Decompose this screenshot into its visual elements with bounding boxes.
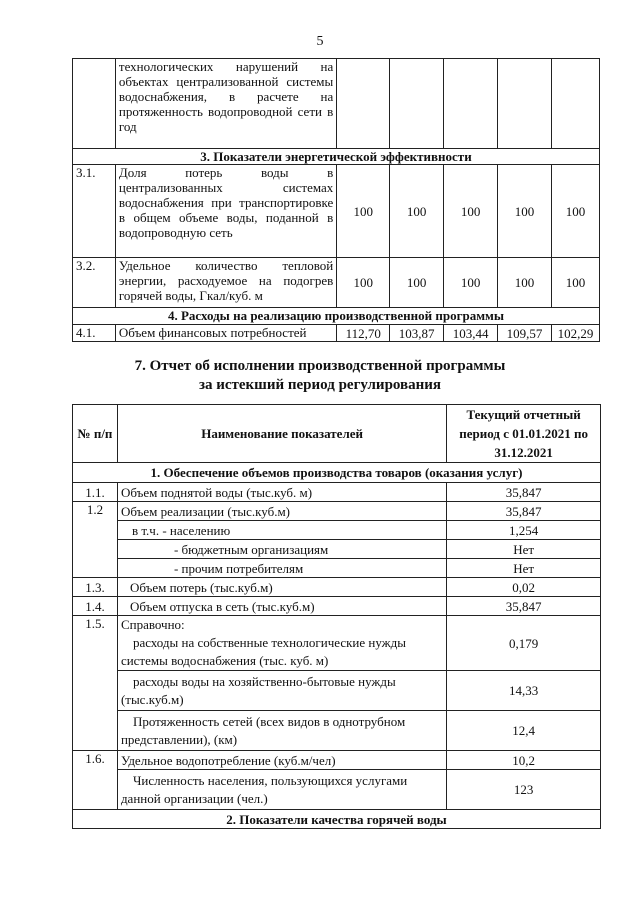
- indicator-name: расходы воды на хозяйственно-бытовые нужды (тыс.куб.м): [117, 671, 446, 711]
- section-2-title: 2. Показатели качества горячей воды: [73, 810, 601, 829]
- value-cell: 100: [337, 165, 390, 258]
- value-cell: 35,847: [447, 502, 601, 521]
- section-header-row: [73, 308, 600, 325]
- indicator-name: Объем реализации (тыс.куб.м): [117, 502, 446, 521]
- indicator-name: в т.ч. - населению: [117, 521, 446, 540]
- table-row: [73, 521, 601, 540]
- value-cell: 100: [498, 165, 552, 258]
- section-header-row: [73, 463, 601, 483]
- row-number: 1.5.: [73, 616, 118, 751]
- indicator-name: Объем поднятой воды (тыс.куб. м): [117, 483, 446, 502]
- header-number: № п/п: [73, 405, 118, 463]
- value-cell: 35,847: [447, 483, 601, 502]
- table-row: [73, 502, 601, 521]
- value-cell: 14,33: [447, 671, 601, 711]
- table-row: [73, 258, 600, 308]
- row-number: 3.2.: [73, 258, 116, 308]
- continued-indicator-name: технологических нарушений на объектах централизованной системы водоснабжения, в расчете на протяженность водопроводной сети в год: [115, 59, 336, 149]
- table-row: [73, 540, 601, 559]
- value-cell: 100: [444, 165, 498, 258]
- table-row: [73, 165, 600, 258]
- row-number: 1.3.: [73, 578, 118, 597]
- value-cell: 1,254: [447, 521, 601, 540]
- indicator-name: - прочим потребителям: [117, 559, 446, 578]
- row-number: 1.4.: [73, 597, 118, 616]
- section-4-title: 4. Расходы на реализацию производственной программы: [73, 308, 600, 325]
- value-cell: 100: [337, 258, 390, 308]
- section-1-title: 1. Обеспечение объемов производства товаров (оказания услуг): [73, 463, 601, 483]
- indicator-name: Объем потерь (тыс.куб.м): [117, 578, 446, 597]
- row-number: 1.1.: [73, 483, 118, 502]
- value-cell: 102,29: [551, 325, 599, 342]
- table-row: [73, 671, 601, 711]
- indicator-name: Протяженность сетей (всех видов в однотрубном представлении), (км): [117, 711, 446, 751]
- row-number: 1.6.: [73, 751, 118, 810]
- header-period: Текущий отчетный период с 01.01.2021 по 31.12.2021: [447, 405, 601, 463]
- value-cell: 100: [551, 165, 599, 258]
- indicator-name: Удельное количество тепловой энергии, расходуемое на подогрев горячей воды, Гкал/куб. м: [115, 258, 336, 308]
- header-row: [73, 405, 601, 463]
- page-number: 5: [316, 34, 324, 49]
- table-row: [73, 559, 601, 578]
- section-3-title: 3. Показатели энергетической эффективности: [73, 149, 600, 165]
- row-number: 4.1.: [73, 325, 116, 342]
- value-cell: 100: [498, 258, 552, 308]
- value-cell: 100: [551, 258, 599, 308]
- value-cell: 100: [390, 165, 444, 258]
- value-cell: 100: [390, 258, 444, 308]
- table-row: [73, 751, 601, 770]
- indicator-name: - бюджетным организациям: [117, 540, 446, 559]
- report-title-line-2: за истекший период регулирования: [198, 377, 442, 393]
- indicator-name: Доля потерь воды в централизованных системах водоснабжения при транспортировке в общем объеме воды, поданной в водопроводную сеть: [115, 165, 336, 258]
- value-cell: 35,847: [447, 597, 601, 616]
- table-row: [73, 770, 601, 810]
- value-cell: 0,02: [447, 578, 601, 597]
- value-cell: 10,2: [447, 751, 601, 770]
- performance-indicators-table: [72, 58, 600, 342]
- header-name: Наименование показателей: [117, 405, 446, 463]
- value-cell: 109,57: [498, 325, 552, 342]
- value-cell: 103,87: [390, 325, 444, 342]
- table-row: [73, 597, 601, 616]
- value-cell: Нет: [447, 540, 601, 559]
- value-cell: 103,44: [444, 325, 498, 342]
- indicator-name: Удельное водопотребление (куб.м/чел): [117, 751, 446, 770]
- table-row: [73, 616, 601, 671]
- value-cell: 112,70: [337, 325, 390, 342]
- section-header-row: [73, 149, 600, 165]
- report-heading: [0, 357, 640, 395]
- indicator-name: Численность населения, пользующихся услугами данной организации (чел.): [117, 770, 446, 810]
- table-row: [73, 578, 601, 597]
- indicator-name: расходы на собственные технологические нужды системы водоснабжения (тыс. куб. м): [120, 635, 407, 668]
- indicator-name: Объем финансовых потребностей: [115, 325, 336, 342]
- indicator-name: Объем отпуска в сеть (тыс.куб.м): [117, 597, 446, 616]
- table-row: [73, 711, 601, 751]
- value-cell: 123: [447, 770, 601, 810]
- reference-label: Справочно:: [120, 617, 185, 632]
- program-execution-table: [72, 404, 601, 829]
- report-title-line-1: 7. Отчет об исполнении производственной программы: [134, 358, 506, 374]
- value-cell: Нет: [447, 559, 601, 578]
- row-number: 1.2: [73, 502, 118, 578]
- row-number: 3.1.: [73, 165, 116, 258]
- indicator-cell: [117, 616, 446, 671]
- table-row: [73, 325, 600, 342]
- value-cell: 100: [444, 258, 498, 308]
- value-cell: 12,4: [447, 711, 601, 751]
- value-cell: 0,179: [447, 616, 601, 671]
- table-row: [73, 483, 601, 502]
- section-header-row: [73, 810, 601, 829]
- table-row: [73, 59, 600, 149]
